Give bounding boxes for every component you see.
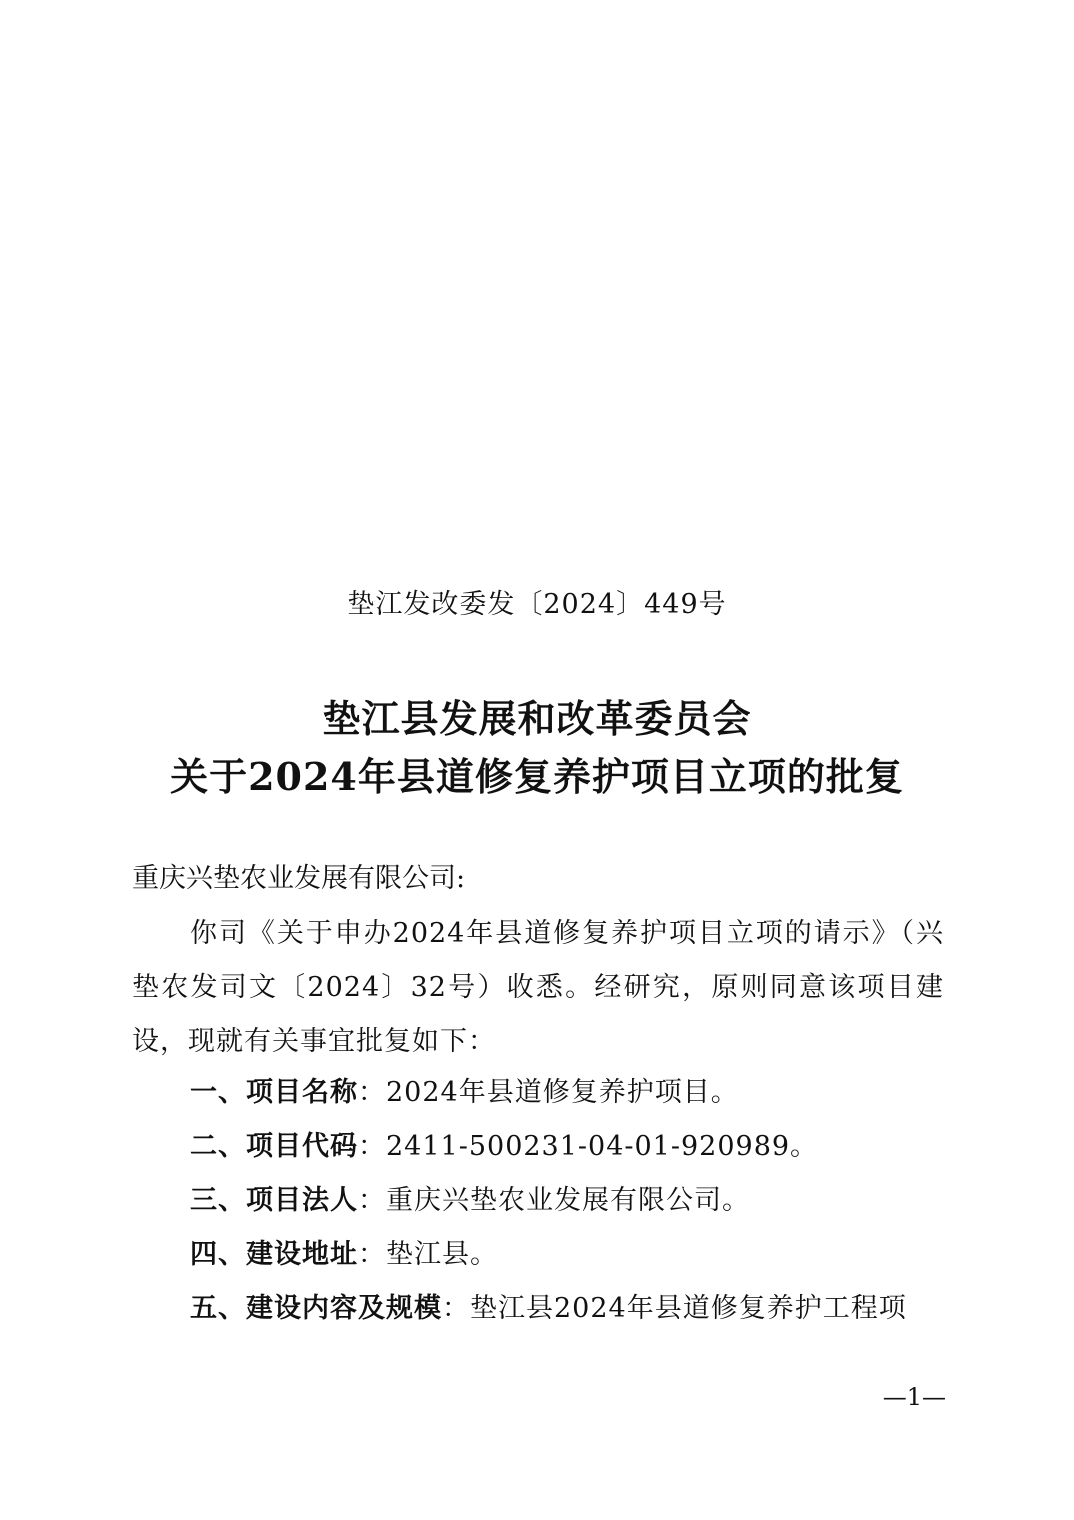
item-value: ：垫江县。 — [358, 1239, 498, 1270]
item-value: ：2024年县道修复养护项目。 — [358, 1077, 739, 1108]
item-construction-scope — [132, 1282, 944, 1336]
item-value: ：2411-500231-04-01-920989。 — [358, 1131, 819, 1162]
addressee: 重庆兴垫农业发展有限公司: — [132, 863, 466, 894]
approval-items — [132, 1066, 944, 1336]
intro-paragraph: 你司《关于申办2024年县道修复养护项目立项的请示》（兴垫农发司文〔2024〕32号）收悉。经研究，原则同意该项目建设，现就有关事宜批复如下： — [132, 918, 944, 1057]
document-title — [0, 690, 1074, 806]
item-label: 三、项目法人 — [190, 1185, 358, 1216]
item-label: 五、建设内容及规模 — [190, 1293, 442, 1324]
item-value: ：垫江县2024年县道修复养护工程项 — [442, 1293, 907, 1324]
item-construction-site — [132, 1228, 944, 1282]
document-number: 垫江发改委发〔2024〕449号 — [347, 589, 727, 620]
item-label: 一、项目名称 — [190, 1077, 358, 1108]
item-project-name — [132, 1066, 944, 1120]
item-value: ：重庆兴垫农业发展有限公司。 — [358, 1185, 750, 1216]
item-label: 二、项目代码 — [190, 1131, 358, 1162]
item-project-code — [132, 1120, 944, 1174]
item-label: 四、建设地址 — [190, 1239, 358, 1270]
item-project-legal-person — [132, 1174, 944, 1228]
title-line-2: 关于2024年县道修复养护项目立项的批复 — [170, 754, 904, 799]
title-line-1: 垫江县发展和改革委员会 — [322, 696, 752, 741]
page-number: —1— — [882, 1383, 946, 1411]
